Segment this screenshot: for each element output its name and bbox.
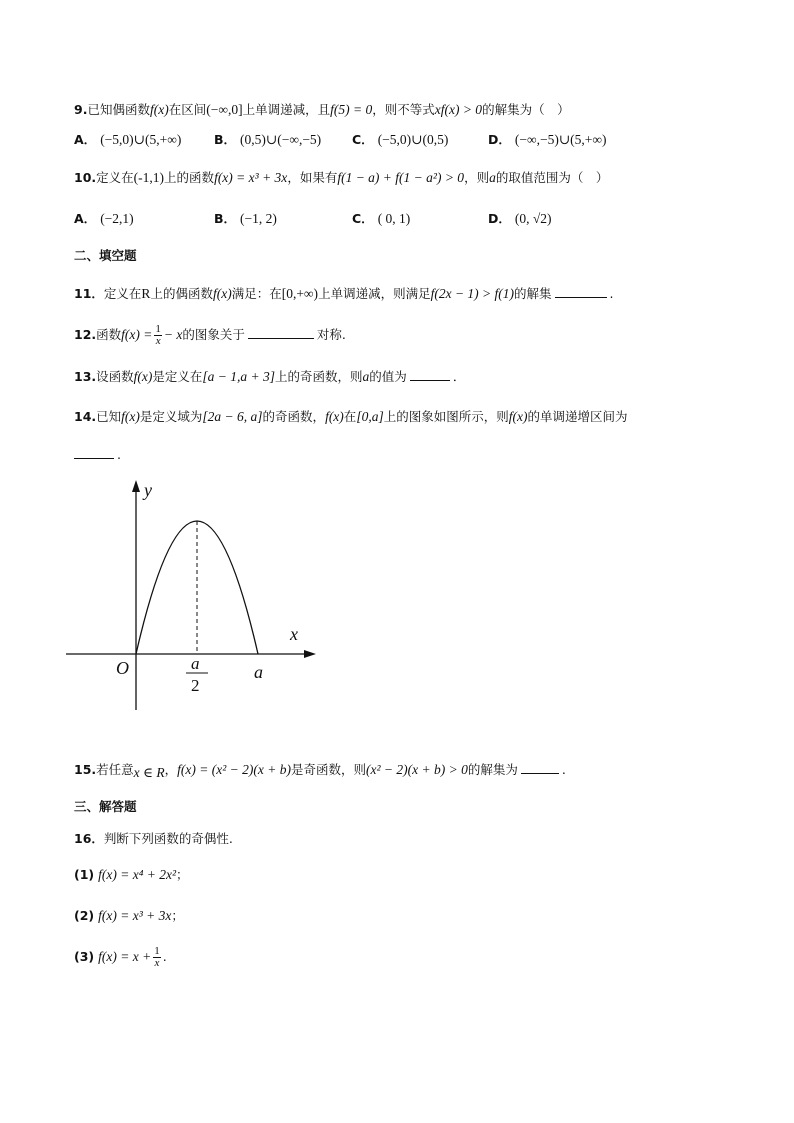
q11-answer-blank[interactable] bbox=[555, 285, 607, 298]
item-expression: f(x) = x⁴ + 2x² bbox=[98, 867, 177, 882]
item-label: (3) bbox=[74, 949, 95, 964]
q11-number: 11． bbox=[74, 286, 104, 301]
item-label: (1) bbox=[74, 867, 95, 882]
item-end: . bbox=[162, 949, 167, 964]
q10-prefix: 定义在 bbox=[96, 170, 134, 185]
q9-option-a[interactable] bbox=[74, 131, 181, 149]
q9-prefix: 已知偶函数 bbox=[87, 102, 150, 117]
q14-fx2: f(x) bbox=[325, 409, 344, 424]
option-text: (−∞,−5)∪(5,+∞) bbox=[514, 132, 607, 147]
q12-fraction bbox=[154, 324, 162, 347]
q15-suffix: 的解集为 bbox=[467, 762, 518, 777]
q9-number: 9. bbox=[74, 102, 88, 117]
q9-suffix: 的解集为（ ） bbox=[482, 102, 570, 117]
q16-text: 判断下列函数的奇偶性. bbox=[103, 831, 233, 846]
q11-mid3: 上单调递减，则满足 bbox=[318, 286, 431, 301]
q13-interval: [a − 1,a + 3] bbox=[202, 369, 276, 384]
fraction-denominator: x bbox=[155, 335, 161, 347]
q15-cond: x ∈ R bbox=[133, 765, 165, 780]
question-14-answer-line bbox=[74, 446, 121, 464]
q10-interval: (-1,1) bbox=[133, 170, 165, 185]
q10-mid2: ，如果有 bbox=[287, 170, 338, 185]
question-13 bbox=[74, 368, 465, 386]
option-label: D． bbox=[488, 211, 511, 226]
q12-rest: − x bbox=[163, 327, 183, 342]
q15-number: 15. bbox=[74, 762, 97, 777]
q9-ineq: xf(x) > 0 bbox=[434, 102, 483, 117]
q13-var: a bbox=[362, 369, 370, 384]
q10-option-a[interactable] bbox=[74, 210, 134, 228]
q15-ineq: (x² − 2)(x + b) > 0 bbox=[366, 762, 468, 777]
y-axis-arrow bbox=[132, 480, 140, 492]
end-label: a bbox=[254, 662, 263, 682]
q14-fx: f(x) bbox=[121, 409, 140, 424]
q10-option-c[interactable] bbox=[352, 210, 410, 228]
section-answer: 三、解答题 bbox=[74, 799, 137, 814]
q11-fx: f(x) bbox=[212, 286, 232, 301]
q10-suffix: 的取值范围为（ ） bbox=[495, 170, 609, 185]
q10-cond: f(1 − a) + f(1 − a²) > 0 bbox=[337, 170, 465, 185]
q15-mid: 是奇函数，则 bbox=[291, 762, 367, 777]
q11-mid1: 上的偶函数 bbox=[150, 286, 213, 301]
option-text: (0, √2) bbox=[514, 211, 552, 226]
q10-number: 10. bbox=[74, 170, 97, 185]
y-label: y bbox=[144, 480, 152, 500]
q9-fx: f(x) bbox=[149, 102, 169, 117]
q12-suffix: 对称. bbox=[316, 327, 346, 342]
option-text: (−5,0)∪(0,5) bbox=[377, 132, 449, 147]
q11-prefix: 定义在 bbox=[103, 286, 142, 301]
option-text: (−2,1) bbox=[100, 211, 134, 226]
q10-mid3: ，则 bbox=[464, 170, 490, 185]
option-label: B． bbox=[214, 132, 237, 147]
q10-func: f(x) = x³ + 3x bbox=[214, 170, 288, 185]
option-label: D． bbox=[488, 132, 511, 147]
fraction-numerator: 1 bbox=[155, 323, 161, 335]
question-15 bbox=[74, 761, 566, 779]
q15-answer-blank[interactable] bbox=[521, 761, 559, 774]
q14-answer-blank[interactable] bbox=[74, 446, 114, 459]
question-10 bbox=[74, 169, 608, 187]
option-label: B． bbox=[214, 211, 237, 226]
q11-suffix: 的解集 bbox=[514, 286, 552, 301]
q11-r: R bbox=[141, 286, 151, 301]
q12-number: 12. bbox=[74, 327, 97, 342]
mid-label-denominator: 2 bbox=[191, 676, 200, 695]
q14-suffix: 的单调递增区间为 bbox=[527, 409, 628, 424]
question-9 bbox=[74, 101, 570, 119]
q15-end: . bbox=[561, 762, 566, 777]
q13-mid1: 是定义在 bbox=[152, 369, 203, 384]
option-label: A． bbox=[74, 132, 97, 147]
fraction-numerator: 1 bbox=[154, 945, 160, 957]
q10-var: a bbox=[489, 170, 496, 185]
q16-number: 16． bbox=[74, 831, 104, 846]
item-end: ； bbox=[171, 908, 184, 923]
q9-mid3: ，则不等式 bbox=[372, 102, 435, 117]
q14-prefix: 已知 bbox=[96, 409, 122, 424]
x-axis-arrow bbox=[304, 650, 316, 658]
q14-interval: [0,a] bbox=[356, 409, 384, 424]
q13-suffix: 的值为 bbox=[369, 369, 407, 384]
option-label: C． bbox=[352, 211, 374, 226]
q13-mid2: 上的奇函数，则 bbox=[275, 369, 363, 384]
q9-cond: f(5) = 0 bbox=[330, 102, 373, 117]
item-expression: f(x) = x³ + 3x bbox=[98, 908, 172, 923]
q13-number: 13. bbox=[74, 369, 97, 384]
option-text: (−1, 2) bbox=[240, 211, 277, 226]
q11-cond: f(2x − 1) > f(1) bbox=[430, 286, 515, 301]
q9-mid1: 在区间 bbox=[168, 102, 207, 117]
q16-item-1 bbox=[74, 866, 189, 884]
q14-fx3: f(x) bbox=[508, 409, 528, 424]
q13-fx: f(x) bbox=[133, 369, 153, 384]
mid-label-numerator: a bbox=[191, 654, 200, 673]
q14-graph bbox=[66, 474, 326, 714]
q14-number: 14. bbox=[74, 409, 97, 424]
question-11 bbox=[74, 285, 614, 303]
item-fraction bbox=[153, 946, 161, 969]
q11-end: . bbox=[609, 286, 614, 301]
q15-prefix: 若任意 bbox=[96, 762, 134, 777]
q12-mid: 的图象关于 bbox=[182, 327, 245, 342]
q14-domain: [2a − 6, a] bbox=[202, 409, 263, 424]
question-16 bbox=[74, 830, 233, 848]
q12-fx: f(x) = bbox=[121, 327, 153, 342]
q14-mid1: 是定义域为 bbox=[139, 409, 203, 424]
item-label: (2) bbox=[74, 908, 95, 923]
q11-interval: [0,+∞) bbox=[281, 286, 319, 301]
question-14 bbox=[74, 408, 627, 426]
q15-sep: ， bbox=[164, 762, 178, 777]
q13-end: ． bbox=[452, 369, 466, 384]
q10-option-d[interactable] bbox=[488, 210, 552, 228]
q9-option-c[interactable] bbox=[352, 131, 448, 149]
q13-answer-blank[interactable] bbox=[410, 368, 450, 381]
q12-answer-blank[interactable] bbox=[248, 326, 314, 339]
option-text: (0,5)∪(−∞,−5) bbox=[240, 132, 322, 147]
item-expression: f(x) = x + bbox=[98, 949, 152, 964]
q9-option-b[interactable] bbox=[214, 131, 321, 149]
q11-mid2: 满足：在 bbox=[231, 286, 282, 301]
section-fill-in: 二、填空题 bbox=[74, 248, 137, 263]
q10-mid1: 上的函数 bbox=[164, 170, 215, 185]
fraction-denominator: x bbox=[154, 957, 160, 969]
option-label: A． bbox=[74, 211, 97, 226]
q16-item-2 bbox=[74, 907, 184, 925]
option-label: C． bbox=[352, 132, 374, 147]
x-label: x bbox=[290, 624, 298, 644]
q13-prefix: 设函数 bbox=[96, 369, 134, 384]
q14-end: . bbox=[117, 447, 121, 462]
q16-item-3 bbox=[74, 944, 167, 970]
q9-mid2: 上单调递减，且 bbox=[242, 102, 331, 117]
q15-func: f(x) = (x² − 2)(x + b) bbox=[177, 762, 291, 777]
option-text: ( 0, 1) bbox=[377, 211, 411, 226]
q14-mid4: 上的图象如图所示，则 bbox=[383, 409, 509, 424]
q12-prefix: 函数 bbox=[96, 327, 122, 342]
q14-mid3: 在 bbox=[343, 409, 357, 424]
question-12 bbox=[74, 322, 346, 348]
q9-option-d[interactable] bbox=[488, 131, 607, 149]
q14-mid2: 的奇函数， bbox=[262, 409, 326, 424]
item-end: ； bbox=[176, 867, 189, 882]
option-text: (−5,0)∪(5,+∞) bbox=[100, 132, 182, 147]
q9-interval: (−∞,0] bbox=[206, 102, 243, 117]
q10-option-b[interactable] bbox=[214, 210, 277, 228]
origin-label: O bbox=[116, 658, 129, 678]
